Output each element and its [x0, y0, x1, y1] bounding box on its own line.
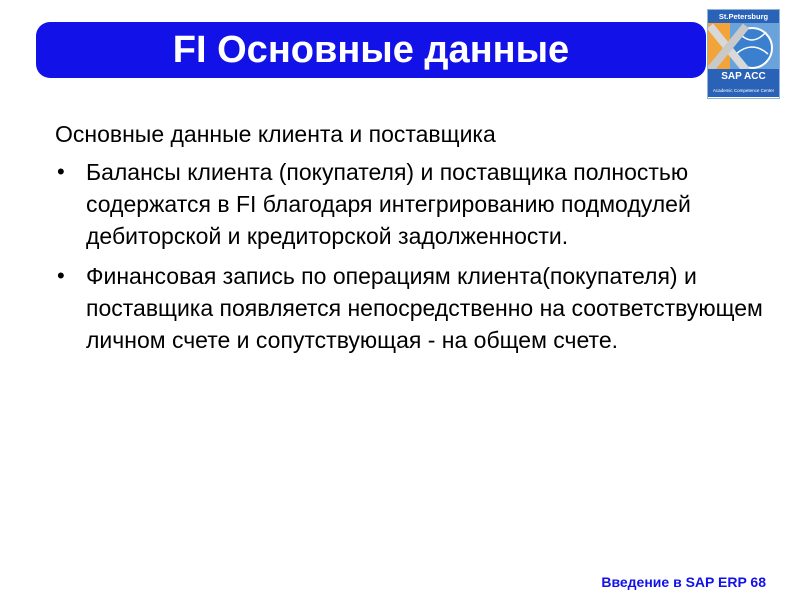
logo-city-label: St.Petersburg — [708, 10, 779, 23]
body-lead: Основные данные клиента и поставщика — [55, 121, 496, 147]
bullet-text: Финансовая запись по операциям клиента(покупателя) и поставщика появляется непосредственно на соответствующем личном счете и сопутствующая - на общем счете. — [86, 263, 763, 353]
slide-title: FI Основные данные — [172, 29, 570, 71]
logo-acc-label: SAP ACC — [721, 71, 766, 82]
bullet-icon: • — [57, 263, 65, 288]
bullet-icon: • — [57, 159, 65, 184]
bullet-text: Балансы клиента (покупателя) и поставщика полностью содержатся в FI благодаря интегрированию подмодулей дебиторской и кредиторской задолженности. — [86, 159, 691, 249]
bullet-list — [55, 156, 775, 356]
sap-acc-logo — [707, 9, 780, 99]
bullet-item — [55, 156, 775, 252]
slide-body — [55, 118, 775, 364]
logo-subtitle: Academic Competence Center — [708, 84, 779, 97]
slide-footer: Введение в SAP ERP 68 — [601, 574, 766, 590]
bullet-item — [55, 260, 775, 356]
